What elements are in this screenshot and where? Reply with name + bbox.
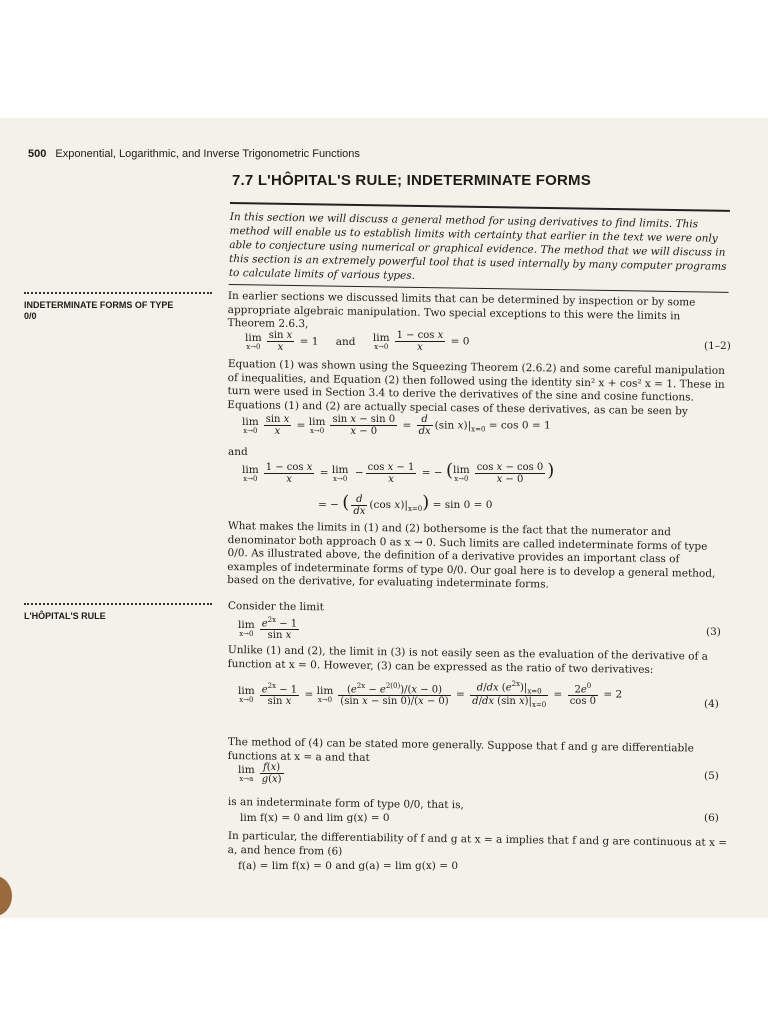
intro-paragraph: In this section we will discuss a general method for using derivatives to find limits. This method will enable us to establish limits with certainty that earlier in the text we were only able to conjecture using numerical or graphical evidence. The method that we will discuss in this section is an extremely powerful tool that is used internally by many computer programs to calculate limits of various types. xyxy=(229,202,730,293)
paragraph-8: In particular, the differentiability of f and g at x = a implies that f and g are continuous at x = a, and hence from (6) xyxy=(227,830,728,858)
equation-number-5: (5) xyxy=(704,770,719,782)
equation-number-6: (6) xyxy=(704,812,719,824)
margin-divider xyxy=(24,292,212,294)
paragraph-5: Unlike (1) and (2), the limit in (3) is not easily seen as the evaluation of the derivative of a function at x = 0. However, (3) can be expressed as the ratio of two derivatives: xyxy=(227,644,709,676)
page-number: 500 xyxy=(28,148,47,160)
equation-sine-derivative: lim x→0 $\frac{\text{sin x}}{x}$ = lim x→0 $\frac{\text{sin x − sin 0}}{x - 0}$ = $\frac{d}{dx}$ (sin $x)|_{x=0} = \cos 0 = 1$ xyxy=(242,414,551,437)
equation-number-4: (4) xyxy=(704,698,719,710)
equation-cosine-derivative-2: = − ( $\frac{d}{dx}$ (cos $x)|_{x=0}) = \sin 0 = 0$ xyxy=(318,492,493,517)
margin-heading-indeterminate: INDETERMINATE FORMS OF TYPE 0/0 xyxy=(24,300,174,321)
margin-heading-lhopital: L'HÔPITAL'S RULE xyxy=(24,611,106,621)
paragraph-2: Equation (1) was shown using the Squeezing Theorem (2.6.2) and some careful manipulation of inequalities, and Equation (2) then followed using the identity sin² x + cos² x = 1. These in turn were used in Section 3.4 to derive the derivatives of the sine and cosine functions. Equations (1) and (2) are actually special cases of these derivatives, as can be seen by xyxy=(227,358,725,417)
paragraph-6: The method of (4) can be stated more generally. Suppose that f and g are differentiable functions at x = a and that xyxy=(227,736,694,764)
and-word: and xyxy=(228,446,248,458)
equation-3: lim x→0 $\frac{e^{2x} - 1}{\text{sin x}}$ xyxy=(238,616,298,642)
equation-1-2: lim x→0 $\frac{\text{sin x}}{x}$ = 1 and lim x→0 $\frac{\text{1 − cos x}}{x}$ = 0 xyxy=(245,330,470,353)
equation-6: lim f(x) = 0 and lim g(x) = 0 xyxy=(240,812,390,824)
running-head xyxy=(28,148,360,160)
margin-divider-2 xyxy=(24,603,212,605)
equation-4: lim x→0 $\frac{e^{2x} - 1}{\text{sin x}}$ = lim x→0 $\frac{(e^{2x} - e^{2(0)})/(x - 0)}{\text{(sin x − sin 0)/(x − 0)}}$ = $\frac{d/dx (e^{2x})|_{x=0}}{d/dx (\sin x)|_{x=0}}$ = $\frac{2e^0}{\cos 0}$ = 2 xyxy=(238,680,623,710)
and-label: and xyxy=(335,335,356,348)
equation-cosine-derivative: lim x→0 $\frac{\text{1 − cos x}}{x}$ = lim x→0 − $\frac{\text{cos x − 1}}{x}$ = − ( lim x→0 $\frac{\text{cos x − cos 0}}{x - 0}$ ) xyxy=(242,460,555,485)
paragraph-4: Consider the limit xyxy=(227,600,324,614)
equation-5: lim x→a $\frac{f(x)}{g(x)}$ xyxy=(238,762,282,785)
paragraph-3: What makes the limits in (1) and (2) bothersome is the fact that the numerator and denominator both approach 0 as x → 0. Such limits are called indeterminate forms of type 0/0. As illustrated above, the definition of a derivative provides an important class of examples of indeterminate forms of type 0/0. Our goal here is to develop a general method, based on the derivative, for evaluating indeterminate forms. xyxy=(227,520,716,591)
chapter-title: Exponential, Logarithmic, and Inverse Trigonometric Functions xyxy=(55,148,360,160)
paragraph-1: In earlier sections we discussed limits that can be determined by inspection or by some appropriate algebraic manipulation. Two special exceptions to this were the limits in Theorem 2.6.3, xyxy=(227,290,696,331)
paragraph-7: is an indeterminate form of type 0/0, that is, xyxy=(227,796,464,812)
equation-number-3: (3) xyxy=(706,626,721,638)
equation-7: f(a) = lim f(x) = 0 and g(a) = lim g(x) = 0 xyxy=(238,860,459,872)
equation-number-1-2: (1–2) xyxy=(704,340,731,352)
section-title: 7.7 L'HÔPITAL'S RULE; INDETERMINATE FORMS xyxy=(232,172,591,189)
